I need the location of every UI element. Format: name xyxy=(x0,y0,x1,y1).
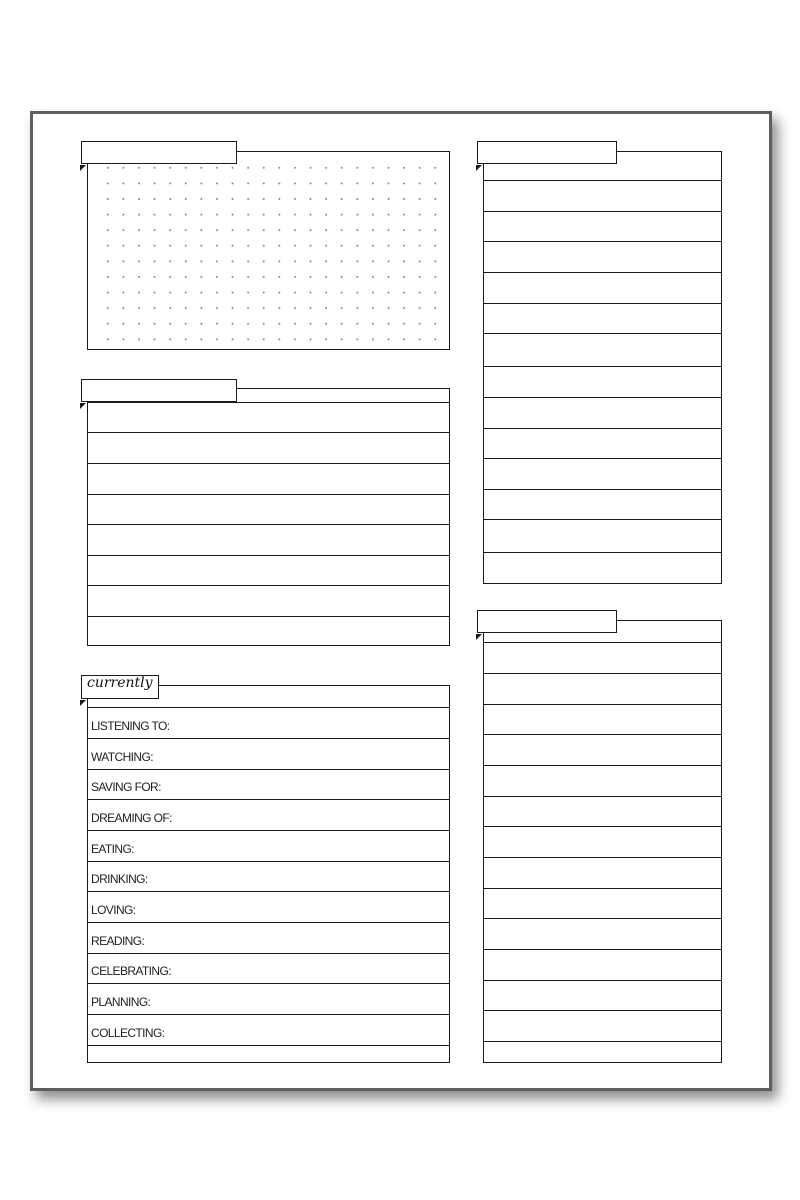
currently-box xyxy=(87,685,450,1063)
lined-box-right-bottom xyxy=(483,620,722,1063)
ruled-line xyxy=(88,402,449,403)
ruled-line xyxy=(484,949,721,950)
currently-row xyxy=(88,769,449,799)
currently-prompt: DRINKING: xyxy=(91,872,148,886)
ruled-line xyxy=(484,272,721,273)
ruled-line xyxy=(484,765,721,766)
currently-row xyxy=(88,707,449,738)
currently-tab xyxy=(81,675,159,699)
currently-row xyxy=(88,830,449,861)
dot-grid xyxy=(100,160,439,343)
ruled-line xyxy=(484,428,721,429)
ruled-line xyxy=(484,1010,721,1011)
lined-box-left-tab xyxy=(81,379,237,402)
currently-prompt: READING: xyxy=(91,934,145,948)
dot-grid-tab xyxy=(81,141,237,164)
currently-row xyxy=(88,922,449,953)
ruled-line xyxy=(484,1041,721,1042)
currently-prompt: COLLECTING: xyxy=(91,1026,165,1040)
currently-prompt: WATCHING: xyxy=(91,750,153,764)
currently-row xyxy=(88,953,449,983)
ruled-line xyxy=(484,458,721,459)
ruled-line xyxy=(484,366,721,367)
ruled-line xyxy=(88,616,449,617)
currently-row xyxy=(88,861,449,891)
currently-row xyxy=(88,1014,449,1045)
lined-box-left xyxy=(87,388,450,646)
ruled-line xyxy=(484,552,721,553)
ruled-line xyxy=(88,463,449,464)
ruled-line xyxy=(484,888,721,889)
dot-grid-box xyxy=(87,151,450,350)
lined-box-right-bottom-tab xyxy=(477,610,617,633)
ruled-line xyxy=(484,303,721,304)
ruled-line xyxy=(484,519,721,520)
currently-prompt: LISTENING TO: xyxy=(91,719,170,733)
lined-box-right-bottom-lines xyxy=(484,621,721,1062)
ruled-line xyxy=(484,826,721,827)
currently-row xyxy=(88,1045,449,1062)
currently-row xyxy=(88,891,449,922)
ruled-line xyxy=(88,494,449,495)
currently-prompt: DREAMING OF: xyxy=(91,811,172,825)
ruled-line xyxy=(88,555,449,556)
currently-row xyxy=(88,799,449,830)
ruled-line xyxy=(484,918,721,919)
currently-row xyxy=(88,738,449,769)
ruled-line xyxy=(484,704,721,705)
currently-title: currently xyxy=(87,675,153,691)
ruled-line xyxy=(484,734,721,735)
ruled-line xyxy=(88,432,449,433)
lined-box-left-lines xyxy=(88,389,449,645)
currently-prompt: EATING: xyxy=(91,842,134,856)
ruled-line xyxy=(88,524,449,525)
lined-box-right-top-lines xyxy=(484,152,721,583)
currently-prompt: LOVING: xyxy=(91,903,136,917)
currently-row xyxy=(88,983,449,1014)
currently-prompt: CELEBRATING: xyxy=(91,964,171,978)
ruled-line xyxy=(484,489,721,490)
ruled-line xyxy=(88,585,449,586)
ruled-line xyxy=(484,180,721,181)
lined-box-right-top xyxy=(483,151,722,584)
ruled-line xyxy=(484,642,721,643)
ruled-line xyxy=(484,673,721,674)
currently-prompt: SAVING FOR: xyxy=(91,780,161,794)
planner-sheet xyxy=(30,111,772,1091)
currently-prompt: PLANNING: xyxy=(91,995,151,1009)
ruled-line xyxy=(484,397,721,398)
ruled-line xyxy=(484,857,721,858)
ruled-line xyxy=(484,241,721,242)
ruled-line xyxy=(484,333,721,334)
lined-box-right-top-tab xyxy=(477,141,617,164)
ruled-line xyxy=(484,980,721,981)
ruled-line xyxy=(484,796,721,797)
ruled-line xyxy=(484,211,721,212)
